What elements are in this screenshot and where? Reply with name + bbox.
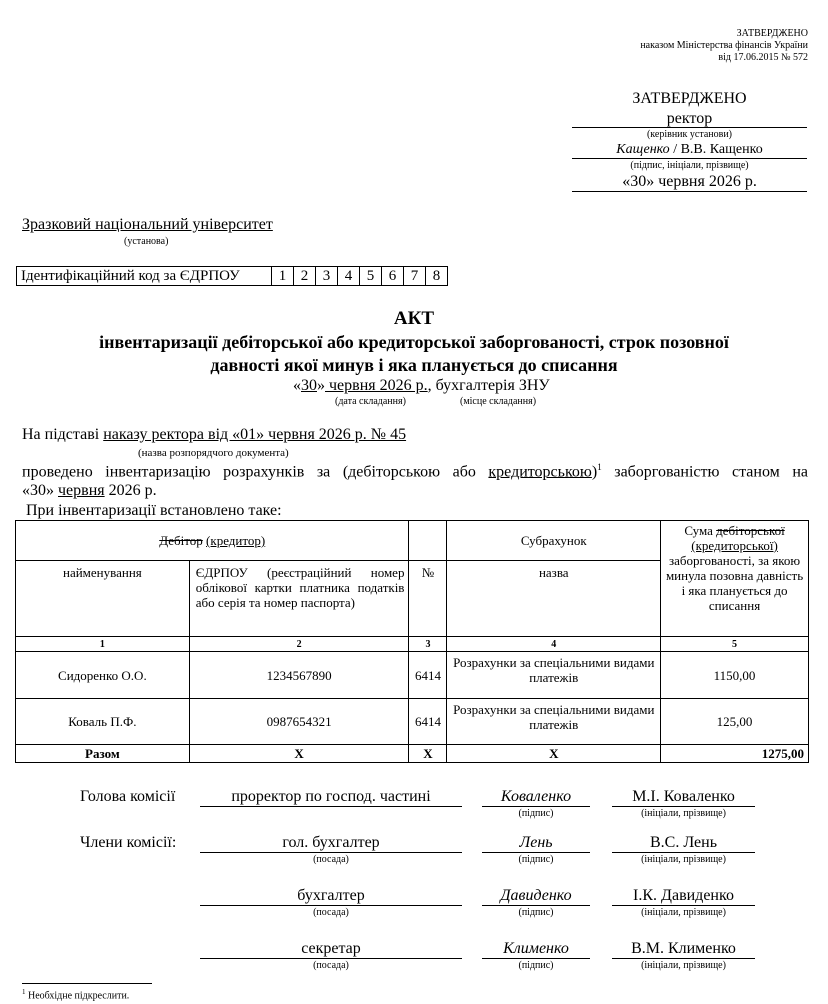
- name-line: [612, 905, 755, 906]
- footnote: $^1$ Необхідне підкреслити.: [22, 988, 130, 1002]
- act-place: , бухгалтерія ЗНУ: [427, 377, 550, 394]
- header-debtor-creditor: Дебітор (кредитор): [16, 521, 409, 561]
- name-caption: (ініціали, прізвище): [641, 960, 726, 971]
- act-subtitle-2: давності якої минув і яка планується до списання: [210, 355, 618, 375]
- commission-members-label: Члени комісії:: [80, 834, 177, 851]
- column-number: 3: [409, 637, 447, 652]
- column-number: 4: [447, 637, 661, 652]
- name-line: [612, 852, 755, 853]
- approval-signature: Кащенко: [616, 142, 670, 157]
- commission-signature: Клименко: [503, 940, 569, 957]
- edrpou-digit: 7: [404, 267, 426, 286]
- act-date-place: «30» червня 2026 р., бухгалтерія ЗНУ: [293, 377, 550, 394]
- table-row: [16, 699, 809, 745]
- position-caption: (посада): [313, 854, 349, 865]
- position-line: [200, 852, 462, 853]
- institution-caption: (установа): [124, 236, 169, 247]
- position-caption: (посада): [313, 960, 349, 971]
- edrpou-digit: 5: [360, 267, 382, 286]
- commission-name: В.М. Клименко: [631, 940, 736, 957]
- row-subaccount: Розрахунки за спеціальними видами платежів: [447, 699, 661, 745]
- edrpou-code-table: [16, 266, 448, 286]
- position-caption: (посада): [313, 907, 349, 918]
- signature-caption: (підпис): [518, 808, 554, 819]
- commission-name: І.К. Давиденко: [633, 887, 734, 904]
- act-date-day: 30: [301, 377, 317, 394]
- commission-head-label: Голова комісії: [80, 788, 176, 805]
- edrpou-digit: 4: [338, 267, 360, 286]
- inventory-creditor: кредиторською: [488, 463, 592, 481]
- position-line: [200, 958, 462, 959]
- edrpou-label: Ідентифікаційний код за ЄДРПОУ: [17, 267, 272, 286]
- approval-order-date: від 17.06.2015 № 572: [718, 52, 808, 63]
- header-subaccount-name: назва: [447, 561, 661, 637]
- total-sum: 1275,00: [661, 745, 809, 763]
- approval-name: В.В. Кащенко: [680, 142, 763, 157]
- approval-order-ministry: наказом Міністерства фінансів України: [640, 40, 808, 51]
- signature-caption: (підпис): [518, 854, 554, 865]
- row-subaccount: Розрахунки за спеціальними видами платежів: [447, 652, 661, 699]
- name-line: [612, 958, 755, 959]
- header-subaccount: Субрахунок: [447, 521, 661, 561]
- name-caption: (ініціали, прізвище): [641, 854, 726, 865]
- total-code: Х: [189, 745, 409, 763]
- institution-name: Зразковий національний університет: [22, 216, 273, 233]
- approval-signature-caption: (підпис, ініціали, прізвище): [630, 160, 749, 171]
- column-number: 1: [16, 637, 190, 652]
- approval-title: ЗАТВЕРДЖЕНО: [632, 90, 747, 107]
- row-sum: 1150,00: [661, 652, 809, 699]
- edrpou-digit: 1: [272, 267, 294, 286]
- approval-position: ректор: [666, 110, 713, 127]
- basis-document: наказу ректора від «01» червня 2026 р. № 45: [103, 426, 407, 443]
- signature-line: [482, 905, 590, 906]
- approval-position-line: [572, 127, 807, 128]
- row-name: Коваль П.Ф.: [16, 699, 190, 745]
- row-sum: 125,00: [661, 699, 809, 745]
- header-edrpou: ЄДРПОУ (реєстраційний номер облікової картки платника податків або серія та номер паспорта): [189, 561, 409, 637]
- approval-date-line: [572, 191, 807, 192]
- approval-signature-line: [572, 158, 807, 159]
- position-line: [200, 806, 462, 807]
- edrpou-digit: 2: [294, 267, 316, 286]
- total-row: [16, 745, 809, 763]
- edrpou-digit: 6: [382, 267, 404, 286]
- signature-line: [482, 806, 590, 807]
- signature-line: [482, 958, 590, 959]
- act-date-month: червня 2026 р.: [325, 377, 428, 394]
- column-number: 2: [189, 637, 409, 652]
- total-subaccount: Х: [447, 745, 661, 763]
- commission-position: гол. бухгалтер: [282, 834, 380, 851]
- approval-position-caption: (керівник установи): [646, 129, 733, 140]
- footnote-separator: [22, 983, 152, 984]
- commission-position: бухгалтер: [297, 887, 365, 904]
- header-name: найменування: [16, 561, 190, 637]
- approval-order-title: ЗАТВЕРДЖЕНО: [736, 28, 808, 39]
- row-number: 6414: [409, 652, 447, 699]
- act-title: АКТ: [393, 308, 435, 329]
- commission-name: М.І. Коваленко: [632, 788, 735, 805]
- act-subtitle-1: інвентаризації дебіторської або кредиторської заборгованості, строк позовної: [99, 332, 729, 352]
- commission-signature: Лень: [519, 834, 553, 851]
- header-number: №: [409, 561, 447, 637]
- header-empty: [409, 521, 447, 561]
- row-code: 1234567890: [189, 652, 409, 699]
- total-number: Х: [409, 745, 447, 763]
- total-label: Разом: [16, 745, 190, 763]
- header-sum: Сума дебіторської (кредиторської) заборгованості, за якою минула позовна давність і яка планується до списання: [661, 521, 809, 637]
- approval-order: [508, 28, 808, 64]
- name-caption: (ініціали, прізвище): [641, 808, 726, 819]
- edrpou-digit: 3: [316, 267, 338, 286]
- basis-caption: (назва розпорядчого документа): [138, 447, 289, 459]
- act-date-caption: (дата складання): [335, 396, 406, 407]
- row-code: 0987654321: [189, 699, 409, 745]
- name-line: [612, 806, 755, 807]
- signature-line: [482, 852, 590, 853]
- commission-signature: Коваленко: [500, 788, 572, 805]
- commission-signature: Давиденко: [500, 887, 572, 904]
- inventory-line: проведено інвентаризацію розрахунків за (дебіторською або кредиторською)$^1$ заборгованістю станом на: [22, 462, 808, 481]
- name-caption: (ініціали, прізвище): [641, 907, 726, 918]
- row-name: Сидоренко О.О.: [16, 652, 190, 699]
- position-line: [200, 905, 462, 906]
- column-number: 5: [661, 637, 809, 652]
- approval-signature-row: Кащенко / В.В. Кащенко: [616, 142, 763, 157]
- commission-position: проректор по господ. частині: [231, 788, 431, 805]
- signature-caption: (підпис): [518, 907, 554, 918]
- commission-position: секретар: [301, 940, 361, 957]
- row-number: 6414: [409, 699, 447, 745]
- signature-caption: (підпис): [518, 960, 554, 971]
- inventory-established: При інвентаризації встановлено таке:: [26, 502, 282, 519]
- inventory-table: [15, 520, 809, 763]
- act-place-caption: (місце складання): [460, 396, 537, 407]
- commission-name: В.С. Лень: [649, 834, 718, 851]
- basis-line: На підставі наказу ректора від «01» червня 2026 р. № 45: [22, 426, 407, 443]
- edrpou-digit: 8: [426, 267, 448, 286]
- table-row: [16, 652, 809, 699]
- inventory-date: «30» червня 2026 р.: [22, 482, 157, 499]
- approval-date: «30» червня 2026 р.: [622, 173, 757, 190]
- footnote-mark: 1: [597, 462, 602, 472]
